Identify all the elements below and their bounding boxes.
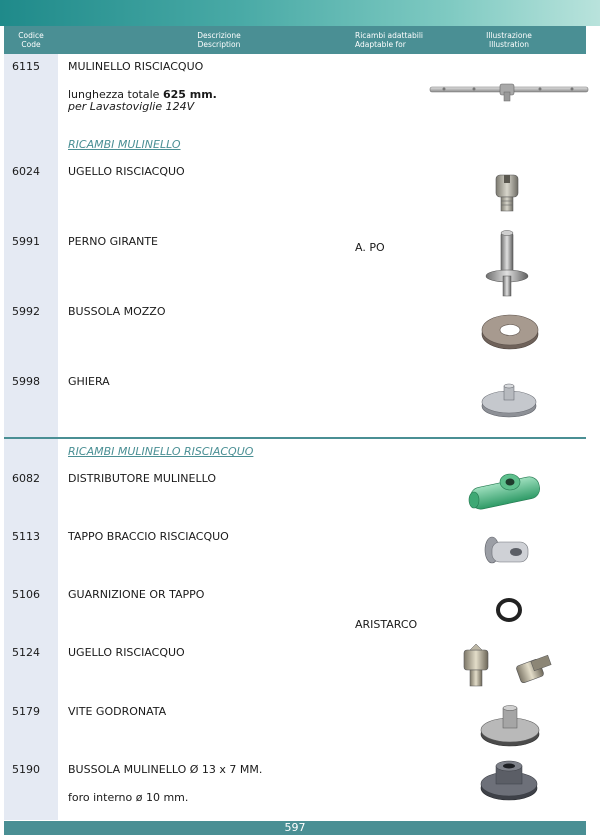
arm-bush-illustration xyxy=(478,760,540,802)
item-description: GUARNIZIONE OR TAPPO xyxy=(68,588,205,601)
item-code: 6024 xyxy=(12,165,40,178)
item-description: TAPPO BRACCIO RISCIACQUO xyxy=(68,530,229,543)
adaptable-for: ARISTARCO xyxy=(355,618,418,631)
header-illustration-en: Illustration xyxy=(488,40,530,49)
item-code: 5106 xyxy=(12,588,40,601)
item-description: BUSSOLA MULINELLO Ø 13 x 7 MM. xyxy=(68,763,263,776)
item-description: UGELLO RISCIACQUO xyxy=(68,165,185,178)
item-description: MULINELLO RISCIACQUO xyxy=(68,60,204,73)
header-code-it: Codice xyxy=(18,31,44,40)
rinse-arm-illustration xyxy=(428,78,590,104)
item-code: 5124 xyxy=(12,646,40,659)
item-description: PERNO GIRANTE xyxy=(68,235,158,248)
item-description: BUSSOLA MOZZO xyxy=(68,305,166,318)
item-code: 5113 xyxy=(12,530,40,543)
ring-nut-illustration xyxy=(478,380,540,422)
item-description: GHIERA xyxy=(68,375,110,388)
hub-bush-illustration xyxy=(480,312,540,352)
arm-cap-illustration xyxy=(482,532,534,572)
header-spares-it: Ricambi adattabili xyxy=(355,31,423,40)
item-code: 6115 xyxy=(12,60,40,73)
top-band xyxy=(0,0,600,26)
header-description-it: Descrizione xyxy=(197,31,241,40)
header-code-en: Code xyxy=(21,40,41,49)
item-description: UGELLO RISCIACQUO xyxy=(68,646,185,659)
item-code: 5992 xyxy=(12,305,40,318)
o-ring-illustration xyxy=(494,596,524,624)
item-code: 6082 xyxy=(12,472,40,485)
page-number: 597 xyxy=(284,821,306,834)
item-note-inner-hole: foro interno ø 10 mm. xyxy=(68,791,189,804)
nozzle-illustration xyxy=(492,172,522,214)
page-footer xyxy=(4,821,586,835)
adaptable-for: A. PO xyxy=(355,241,385,254)
distributor-illustration xyxy=(466,466,544,518)
item-code: 5179 xyxy=(12,705,40,718)
section-link-spares-rinse-arm[interactable]: RICAMBI MULINELLO RISCIACQUO xyxy=(68,445,254,458)
item-code: 5998 xyxy=(12,375,40,388)
header-spares-en: Adaptable for xyxy=(355,40,406,49)
header-illustration-it: Illustrazione xyxy=(486,31,532,40)
table-header xyxy=(4,26,586,54)
section-divider xyxy=(4,437,586,439)
header-spares xyxy=(355,31,465,49)
header-code xyxy=(4,31,58,49)
item-note-dishwasher: per Lavastoviglie 124V xyxy=(68,100,195,113)
pivot-pin-illustration xyxy=(482,228,532,300)
header-description-en: Description xyxy=(197,40,241,49)
item-code: 5190 xyxy=(12,763,40,776)
item-description: DISTRIBUTORE MULINELLO xyxy=(68,472,216,485)
section-link-spares-arm[interactable]: RICAMBI MULINELLO xyxy=(68,138,181,151)
header-description xyxy=(134,31,304,49)
nozzle-pair-illustration xyxy=(458,644,558,692)
knurled-screw-illustration xyxy=(478,702,542,750)
item-description: VITE GODRONATA xyxy=(68,705,167,718)
header-illustration xyxy=(454,31,564,49)
length-value: 625 mm. xyxy=(162,88,217,101)
item-code: 5991 xyxy=(12,235,40,248)
length-prefix: lunghezza totale xyxy=(68,88,163,101)
